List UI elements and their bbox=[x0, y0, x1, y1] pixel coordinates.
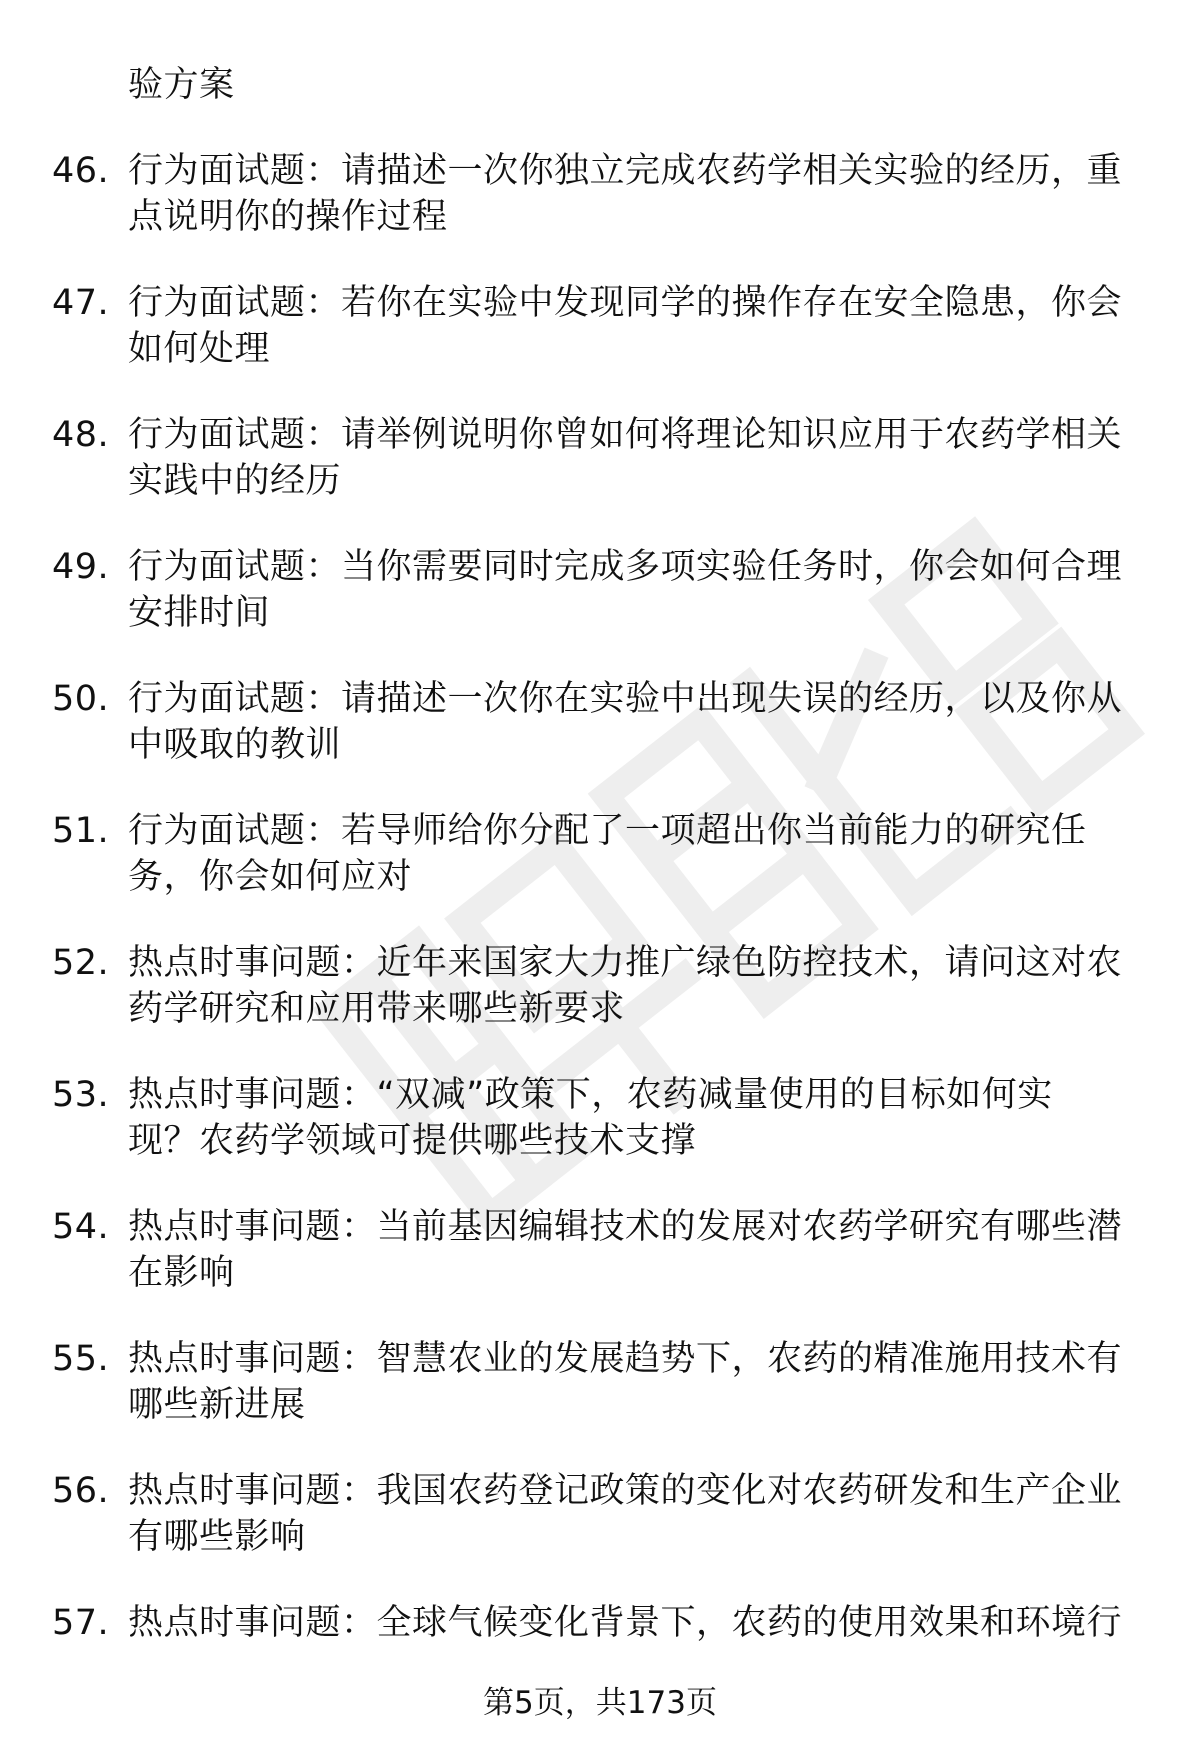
question-line: 热点时事问题：近年来国家大力推广绿色防控技术，请问这对农 bbox=[128, 943, 1123, 983]
question-number: 52. bbox=[52, 943, 110, 983]
question-line: 热点时事问题：“双减”政策下，农药减量使用的目标如何实 bbox=[128, 1075, 1053, 1115]
question-line: 行为面试题：请举例说明你曾如何将理论知识应用于农药学相关 bbox=[128, 415, 1123, 455]
question-number: 54. bbox=[52, 1207, 110, 1247]
question-item bbox=[0, 280, 1200, 412]
question-line: 实践中的经历 bbox=[128, 461, 342, 501]
question-line: 热点时事问题：当前基因编辑技术的发展对农药学研究有哪些潜 bbox=[128, 1207, 1123, 1247]
question-line: 中吸取的教训 bbox=[128, 725, 342, 765]
question-line: 如何处理 bbox=[128, 329, 271, 369]
question-text bbox=[128, 1072, 1138, 1164]
question-text bbox=[128, 280, 1138, 372]
continuation-text: 验方案 bbox=[128, 65, 235, 105]
question-line: 行为面试题：请描述一次你在实验中出现失误的经历，以及你从 bbox=[128, 679, 1123, 719]
question-text bbox=[128, 148, 1138, 240]
question-line: 行为面试题：请描述一次你独立完成农药学相关实验的经历，重 bbox=[128, 151, 1123, 191]
question-number: 48. bbox=[52, 415, 110, 455]
question-item bbox=[0, 544, 1200, 676]
question-item bbox=[0, 1468, 1200, 1600]
page-footer: 第5页，共173页 bbox=[483, 1685, 717, 1721]
question-line: 药学研究和应用带来哪些新要求 bbox=[128, 989, 626, 1029]
question-line: 点说明你的操作过程 bbox=[128, 197, 448, 237]
question-line: 哪些新进展 bbox=[128, 1385, 306, 1425]
question-item bbox=[0, 1336, 1200, 1468]
question-text bbox=[128, 940, 1138, 1032]
question-number: 53. bbox=[52, 1075, 110, 1115]
question-item bbox=[0, 676, 1200, 808]
question-text bbox=[128, 1204, 1138, 1296]
question-item bbox=[0, 412, 1200, 544]
question-item bbox=[0, 940, 1200, 1072]
question-text bbox=[128, 1336, 1138, 1428]
question-line: 在影响 bbox=[128, 1253, 235, 1293]
question-line: 行为面试题：若导师给你分配了一项超出你当前能力的研究任 bbox=[128, 811, 1087, 851]
question-text bbox=[128, 412, 1138, 504]
question-item bbox=[0, 1204, 1200, 1336]
question-text bbox=[128, 676, 1138, 768]
question-line: 热点时事问题：全球气候变化背景下，农药的使用效果和环境行 bbox=[128, 1603, 1123, 1643]
question-number: 56. bbox=[52, 1471, 110, 1511]
question-line: 热点时事问题：智慧农业的发展趋势下，农药的精准施用技术有 bbox=[128, 1339, 1123, 1379]
question-text bbox=[128, 808, 1138, 900]
question-number: 51. bbox=[52, 811, 110, 851]
question-number: 47. bbox=[52, 283, 110, 323]
question-line: 有哪些影响 bbox=[128, 1517, 306, 1557]
question-text bbox=[128, 1600, 1138, 1646]
question-number: 57. bbox=[52, 1603, 110, 1643]
question-line: 务，你会如何应对 bbox=[128, 857, 413, 897]
question-number: 46. bbox=[52, 151, 110, 191]
question-line: 现？农药学领域可提供哪些技术支撑 bbox=[128, 1121, 697, 1161]
question-line: 热点时事问题：我国农药登记政策的变化对农药研发和生产企业 bbox=[128, 1471, 1123, 1511]
question-item bbox=[0, 1072, 1200, 1204]
question-item bbox=[0, 808, 1200, 940]
question-text bbox=[128, 544, 1138, 636]
question-number: 50. bbox=[52, 679, 110, 719]
question-text bbox=[128, 1468, 1138, 1560]
question-list bbox=[0, 148, 1200, 1732]
question-line: 安排时间 bbox=[128, 593, 271, 633]
question-number: 55. bbox=[52, 1339, 110, 1379]
question-number: 49. bbox=[52, 547, 110, 587]
question-line: 行为面试题：若你在实验中发现同学的操作存在安全隐患，你会 bbox=[128, 283, 1123, 323]
question-item bbox=[0, 148, 1200, 280]
question-line: 行为面试题：当你需要同时完成多项实验任务时，你会如何合理 bbox=[128, 547, 1123, 587]
